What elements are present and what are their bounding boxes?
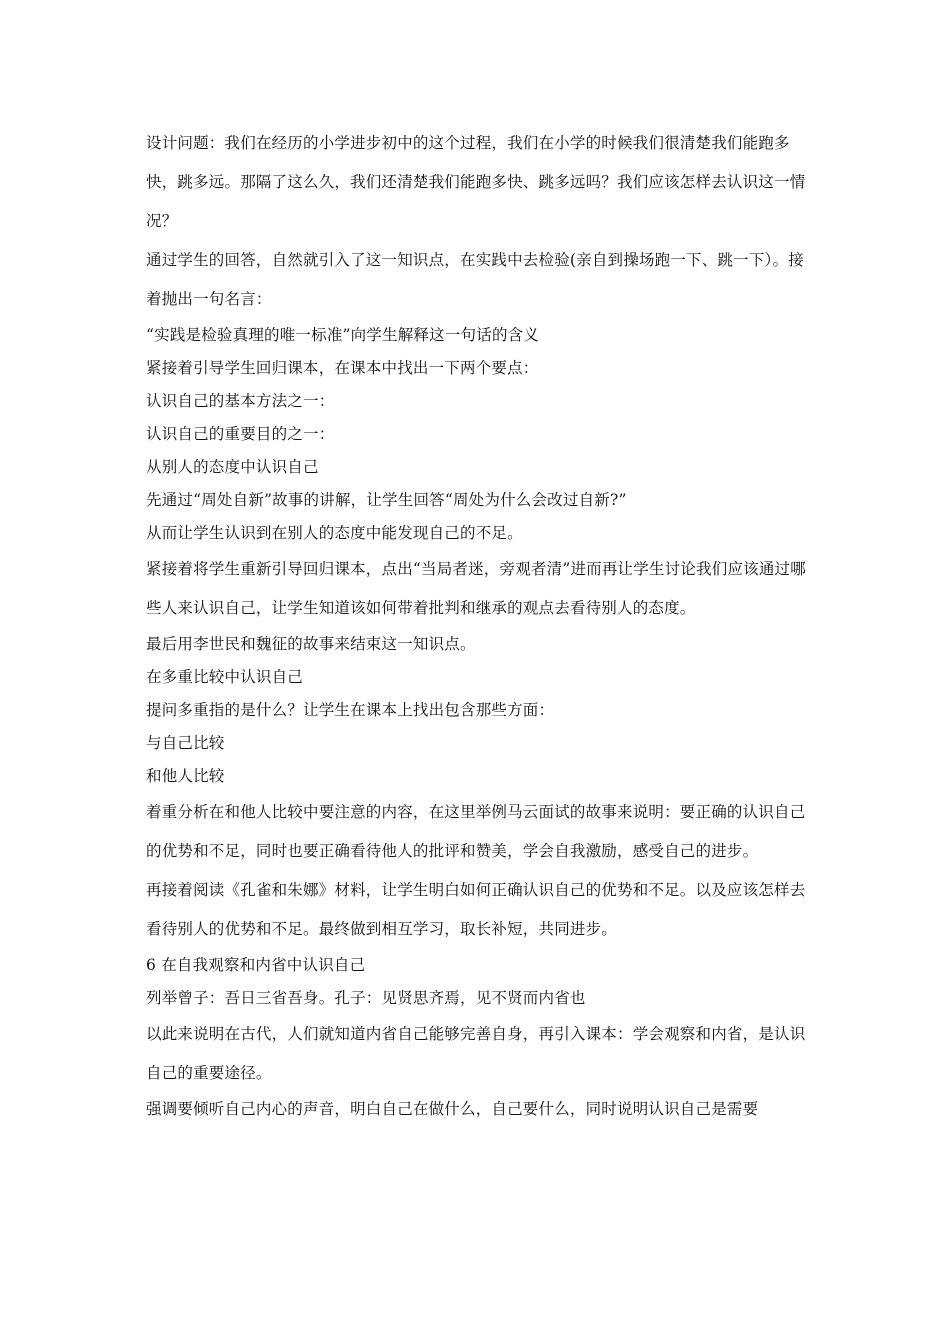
paragraph-important-purpose: 认识自己的重要目的之一： bbox=[146, 425, 335, 443]
paragraph-quote-practice: “实践是检验真理的唯一标准”向学生解释这一句话的含义 bbox=[146, 326, 540, 344]
paragraph-inner-voice: 强调要倾听自己内心的声音，明白自己在做什么，自己要什么，同时说明认识自己是需要 bbox=[146, 1100, 759, 1118]
paragraph-what-multiple: 提问多重指的是什么？让学生在课本上找出包含那些方面： bbox=[146, 701, 555, 719]
paragraph-peacock-material: 再接着阅读《孔雀和朱娜》材料，让学生明白如何正确认识自己的优势和不足。以及应该怎样去看待别人的优势和不足。最终做到相互学习，取长补短，共同进步。 bbox=[146, 881, 806, 938]
paragraph-ancient-introspection: 以此来说明在古代，人们就知道内省自己能够完善自身，再引入课本：学会观察和内省，是认识自己的重要途径。 bbox=[146, 1025, 806, 1082]
paragraph-design-question: 设计问题：我们在经历的小学进步初中的这个过程，我们在小学的时候我们很清楚我们能跑多快，跳多远。那隔了这么久，我们还清楚我们能跑多快、跳多远吗？我们应该怎样去认识这一情况？ bbox=[146, 134, 806, 230]
paragraph-mayun-interview: 着重分析在和他人比较中要注意的内容，在这里举例马云面试的故事来说明：要正确的认识自己的优势和不足，同时也要正确看待他人的批评和赞美，学会自我激励，感受自己的进步。 bbox=[146, 803, 806, 860]
paragraph-introduce-knowledge: 通过学生的回答，自然就引入了这一知识点，在实践中去检验(亲自到操场跑一下、跳一下）。接着抛出一句名言： bbox=[146, 251, 804, 308]
heading-others-attitude: 从别人的态度中认识自己 bbox=[146, 458, 319, 476]
list-item-compare-others: 和他人比较 bbox=[146, 767, 225, 785]
list-item-compare-self: 与自己比较 bbox=[146, 734, 225, 752]
paragraph-return-textbook: 紧接着引导学生回归课本，在课本中找出一下两个要点： bbox=[146, 359, 539, 377]
paragraph-zhouchu-story: 先通过“周处自新”故事的讲解，让学生回答“周处为什么会改过自新?” bbox=[146, 491, 627, 509]
document-body bbox=[146, 124, 810, 1126]
paragraph-basic-method: 认识自己的基本方法之一： bbox=[146, 392, 335, 410]
paragraph-find-shortcomings: 从而让学生认识到在别人的态度中能发现自己的不足。 bbox=[146, 524, 523, 542]
heading-multiple-comparison: 在多重比较中认识自己 bbox=[146, 668, 304, 686]
paragraph-bystander: 紧接着将学生重新引导回归课本，点出“当局者迷，旁观者清”进而再让学生讨论我们应该通过哪些人来认识自己，让学生知道该如何带着批判和继承的观点去看待别人的态度。 bbox=[146, 560, 806, 617]
paragraph-zengzi-confucius: 列举曾子：吾日三省吾身。孔子：见贤思齐焉，见不贤而内省也 bbox=[146, 989, 586, 1007]
paragraph-lishimin-weizheng: 最后用李世民和魏征的故事来结束这一知识点。 bbox=[146, 635, 476, 653]
heading-self-observation: 6 在自我观察和内省中认识自己 bbox=[146, 956, 366, 974]
